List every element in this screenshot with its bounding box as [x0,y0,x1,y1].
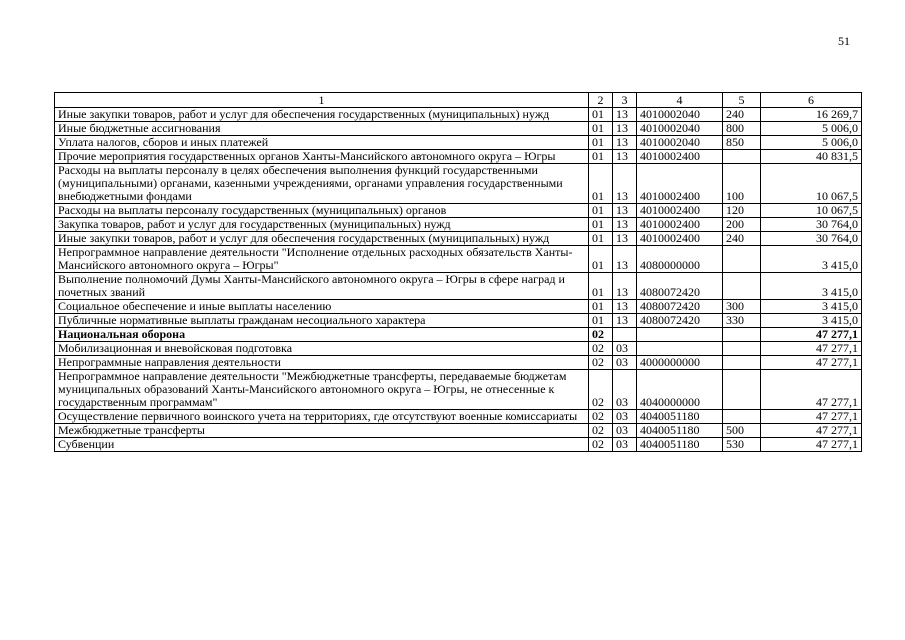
header-col-1: 1 [55,93,589,108]
row-target-article-cell [637,328,723,342]
row-subsection-cell: 13 [613,136,637,150]
row-name-cell: Мобилизационная и вневойсковая подготовка [55,342,589,356]
row-subsection-cell [613,328,637,342]
row-section-cell: 02 [589,342,613,356]
table-row [55,410,862,424]
row-expense-type-cell [723,246,761,273]
row-amount-cell: 47 277,1 [761,356,862,370]
row-subsection-cell: 13 [613,300,637,314]
row-subsection-cell: 13 [613,246,637,273]
row-subsection-cell: 13 [613,204,637,218]
row-target-article-cell: 4040000000 [637,370,723,410]
row-amount-cell: 47 277,1 [761,410,862,424]
row-expense-type-cell: 330 [723,314,761,328]
row-expense-type-cell [723,370,761,410]
row-amount-cell: 3 415,0 [761,273,862,300]
row-name-cell: Иные закупки товаров, работ и услуг для обеспечения государственных (муниципальных) нужд [55,108,589,122]
table-row [55,108,862,122]
row-amount-cell: 5 006,0 [761,136,862,150]
row-target-article-cell: 4000000000 [637,356,723,370]
table-row [55,328,862,342]
row-target-article-cell: 4080072420 [637,300,723,314]
row-name-cell: Социальное обеспечение и иные выплаты населению [55,300,589,314]
row-amount-cell: 40 831,5 [761,150,862,164]
row-target-article-cell: 4040051180 [637,438,723,452]
row-expense-type-cell: 240 [723,232,761,246]
header-col-4: 4 [637,93,723,108]
row-section-cell: 02 [589,370,613,410]
row-name-cell: Прочие мероприятия государственных органов Ханты-Мансийского автономного округа – Югры [55,150,589,164]
row-subsection-cell: 13 [613,232,637,246]
row-subsection-cell: 13 [613,108,637,122]
row-subsection-cell: 13 [613,122,637,136]
row-amount-cell: 47 277,1 [761,342,862,356]
row-name-cell: Национальная оборона [55,328,589,342]
row-subsection-cell: 03 [613,438,637,452]
row-expense-type-cell [723,410,761,424]
row-target-article-cell: 4010002400 [637,232,723,246]
row-subsection-cell: 03 [613,342,637,356]
row-expense-type-cell: 200 [723,218,761,232]
table-row [55,204,862,218]
row-name-cell: Закупка товаров, работ и услуг для государственных (муниципальных) нужд [55,218,589,232]
row-section-cell: 01 [589,136,613,150]
row-subsection-cell: 13 [613,150,637,164]
row-subsection-cell: 03 [613,410,637,424]
row-section-cell: 01 [589,232,613,246]
row-target-article-cell: 4010002400 [637,204,723,218]
row-expense-type-cell: 300 [723,300,761,314]
row-expense-type-cell: 240 [723,108,761,122]
row-expense-type-cell: 100 [723,164,761,204]
row-section-cell: 02 [589,328,613,342]
row-amount-cell: 16 269,7 [761,108,862,122]
table-header-row [55,93,862,108]
header-col-2: 2 [589,93,613,108]
row-expense-type-cell [723,356,761,370]
row-expense-type-cell: 500 [723,424,761,438]
row-target-article-cell: 4010002400 [637,218,723,232]
table-row [55,150,862,164]
table-row [55,300,862,314]
row-target-article-cell: 4010002040 [637,136,723,150]
table-row [55,122,862,136]
row-section-cell: 01 [589,122,613,136]
row-expense-type-cell [723,273,761,300]
table-row [55,164,862,204]
row-section-cell: 02 [589,438,613,452]
row-name-cell: Публичные нормативные выплаты гражданам несоциального характера [55,314,589,328]
budget-table [54,92,862,452]
table-row [55,356,862,370]
row-name-cell: Уплата налогов, сборов и иных платежей [55,136,589,150]
row-amount-cell: 3 415,0 [761,314,862,328]
row-expense-type-cell: 530 [723,438,761,452]
row-amount-cell: 30 764,0 [761,218,862,232]
row-name-cell: Иные бюджетные ассигнования [55,122,589,136]
row-name-cell: Непрограммные направления деятельности [55,356,589,370]
row-name-cell: Межбюджетные трансферты [55,424,589,438]
row-target-article-cell: 4010002400 [637,150,723,164]
table-row [55,273,862,300]
row-target-article-cell: 4080072420 [637,314,723,328]
row-target-article-cell: 4080000000 [637,246,723,273]
row-section-cell: 02 [589,424,613,438]
table-row [55,342,862,356]
row-section-cell: 01 [589,150,613,164]
row-expense-type-cell: 850 [723,136,761,150]
row-subsection-cell: 13 [613,164,637,204]
header-col-6: 6 [761,93,862,108]
header-col-5: 5 [723,93,761,108]
row-target-article-cell: 4080072420 [637,273,723,300]
row-section-cell: 02 [589,410,613,424]
row-expense-type-cell [723,150,761,164]
row-name-cell: Расходы на выплаты персоналу государственных (муниципальных) органов [55,204,589,218]
row-section-cell: 01 [589,314,613,328]
row-name-cell: Осуществление первичного воинского учета на территориях, где отсутствуют военные комиссариаты [55,410,589,424]
row-subsection-cell: 03 [613,424,637,438]
row-amount-cell: 47 277,1 [761,370,862,410]
row-section-cell: 01 [589,204,613,218]
table-body [55,108,862,452]
row-section-cell: 02 [589,356,613,370]
row-amount-cell: 47 277,1 [761,438,862,452]
row-target-article-cell [637,342,723,356]
row-amount-cell: 5 006,0 [761,122,862,136]
row-amount-cell: 10 067,5 [761,204,862,218]
row-expense-type-cell: 120 [723,204,761,218]
row-amount-cell: 3 415,0 [761,246,862,273]
table-row [55,314,862,328]
row-name-cell: Расходы на выплаты персоналу в целях обеспечения выполнения функций государственными (муниципальными) органами, казенными учреждениями, органами управления государственными внебюджетными фондами [55,164,589,204]
row-subsection-cell: 03 [613,370,637,410]
page-number: 51 [838,34,850,48]
row-name-cell: Субвенции [55,438,589,452]
row-expense-type-cell: 800 [723,122,761,136]
row-subsection-cell: 13 [613,273,637,300]
row-target-article-cell: 4040051180 [637,424,723,438]
row-section-cell: 01 [589,300,613,314]
row-name-cell: Выполнение полномочий Думы Ханты-Мансийского автономного округа – Югры в сфере наград и почетных званий [55,273,589,300]
row-amount-cell: 47 277,1 [761,328,862,342]
header-col-3: 3 [613,93,637,108]
row-expense-type-cell [723,328,761,342]
table-row [55,438,862,452]
row-target-article-cell: 4010002400 [637,164,723,204]
row-section-cell: 01 [589,273,613,300]
row-subsection-cell: 13 [613,314,637,328]
row-subsection-cell: 03 [613,356,637,370]
row-name-cell: Непрограммное направление деятельности "Межбюджетные трансферты, передаваемые бюджетам муниципальных образований Ханты-Мансийского автономного округа – Югры, не отнесенные к государственным программам" [55,370,589,410]
table-row [55,370,862,410]
row-amount-cell: 30 764,0 [761,232,862,246]
row-section-cell: 01 [589,108,613,122]
row-section-cell: 01 [589,246,613,273]
row-name-cell: Непрограммное направление деятельности "Исполнение отдельных расходных обязательств Ханты-Мансийского автономного округа – Югры" [55,246,589,273]
table-row [55,136,862,150]
row-target-article-cell: 4040051180 [637,410,723,424]
row-target-article-cell: 4010002040 [637,108,723,122]
row-amount-cell: 10 067,5 [761,164,862,204]
row-amount-cell: 3 415,0 [761,300,862,314]
table-row [55,424,862,438]
row-name-cell: Иные закупки товаров, работ и услуг для обеспечения государственных (муниципальных) нужд [55,232,589,246]
row-target-article-cell: 4010002040 [637,122,723,136]
table-row [55,246,862,273]
row-expense-type-cell [723,342,761,356]
table-row [55,218,862,232]
table-row [55,232,862,246]
row-section-cell: 01 [589,164,613,204]
row-subsection-cell: 13 [613,218,637,232]
row-amount-cell: 47 277,1 [761,424,862,438]
row-section-cell: 01 [589,218,613,232]
